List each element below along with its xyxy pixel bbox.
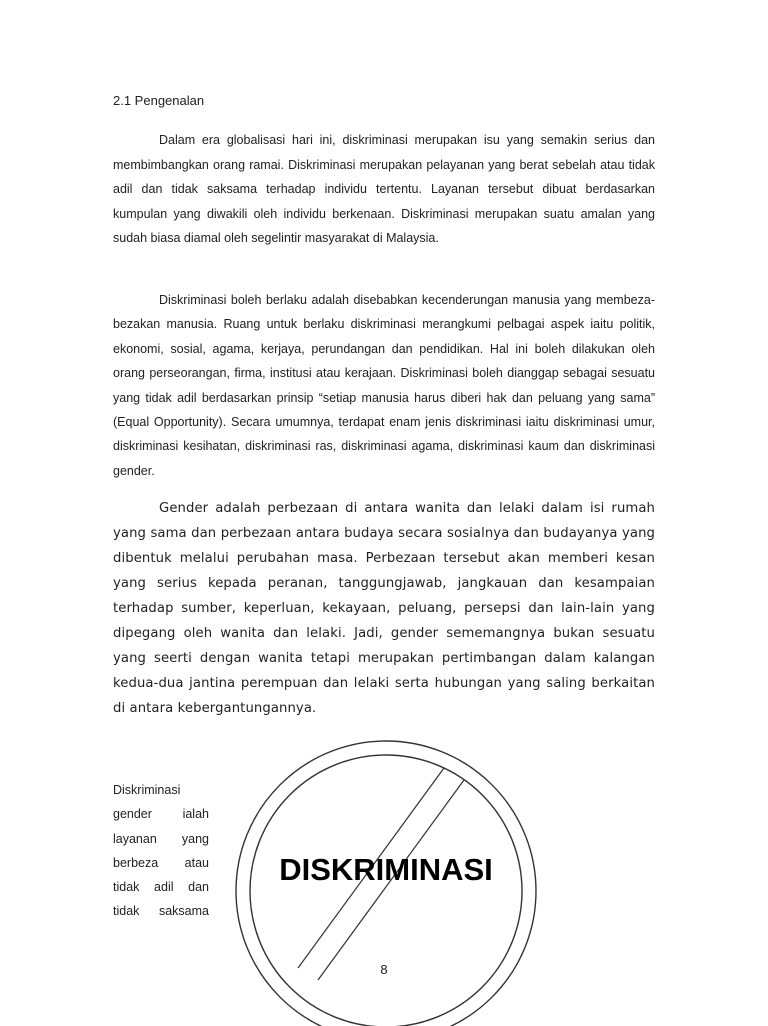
paragraph-gender: Gender adalah perbezaan di antara wanita dan lelaki dalam isi rumah yang sama dan perbezaan antara budaya secara sosialnya dan budayanya yang dibentuk melalui perubahan masa. Perbezaan tersebut akan memberi kesan yang serius kepada peranan, tanggungjawab, jangkauan dan kesampaian terhadap sumber, keperluan, kekayaan, peluang, persepsi dan lain-lain yang dipegang oleh wanita dan lelaki. Jadi, gender sememangnya bukan sesuatu yang seerti dengan wanita tetapi merupakan pertimbangan dalam kalangan kedua-dua jantina perempuan dan lelaki serta hubungan yang saling berkaitan di antara kebergantungannya.	[113, 501, 655, 716]
section-heading: 2.1 Pengenalan	[113, 93, 205, 108]
side-note: Diskriminasi gender ialah layanan yang berbeza atau tidak adil dan tidak saksama	[113, 783, 209, 919]
page-number: 8	[380, 962, 388, 977]
paragraph-intro: Dalam era globalisasi hari ini, diskriminasi merupakan isu yang semakin serius dan membimbangkan orang ramai. Diskriminasi merupakan pelayanan yang berat sebelah atau tidak adil dan tidak saksama terhadap individu tertentu. Layanan tersebut dibuat berdasarkan kumpulan yang diwakili oleh individu berkenaan. Diskriminasi merupakan suatu amalan yang sudah biasa diamal oleh segelintir masyarakat di Malaysia.	[113, 133, 655, 245]
sign-label: DISKRIMINASI	[279, 852, 493, 887]
paragraph-causes: Diskriminasi boleh berlaku adalah disebabkan kecenderungan manusia yang membeza-bezakan manusia. Ruang untuk berlaku diskriminasi merangkumi pelbagai aspek iaitu politik, ekonomi, sosial, agama, kerjaya, perundangan dan pendidikan. Hal ini boleh dilakukan oleh orang perseorangan, firma, institusi atau kerajaan. Diskriminasi boleh dianggap sebagai sesuatu yang tidak adil berdasarkan prinsip “setiap manusia harus diberi hak dan peluang yang sama” (Equal Opportunity). Secara umumnya, terdapat enam jenis diskriminasi iaitu diskriminasi umur, diskriminasi kesihatan, diskriminasi ras, diskriminasi agama, diskriminasi kaum dan diskriminasi gender.	[113, 293, 655, 478]
